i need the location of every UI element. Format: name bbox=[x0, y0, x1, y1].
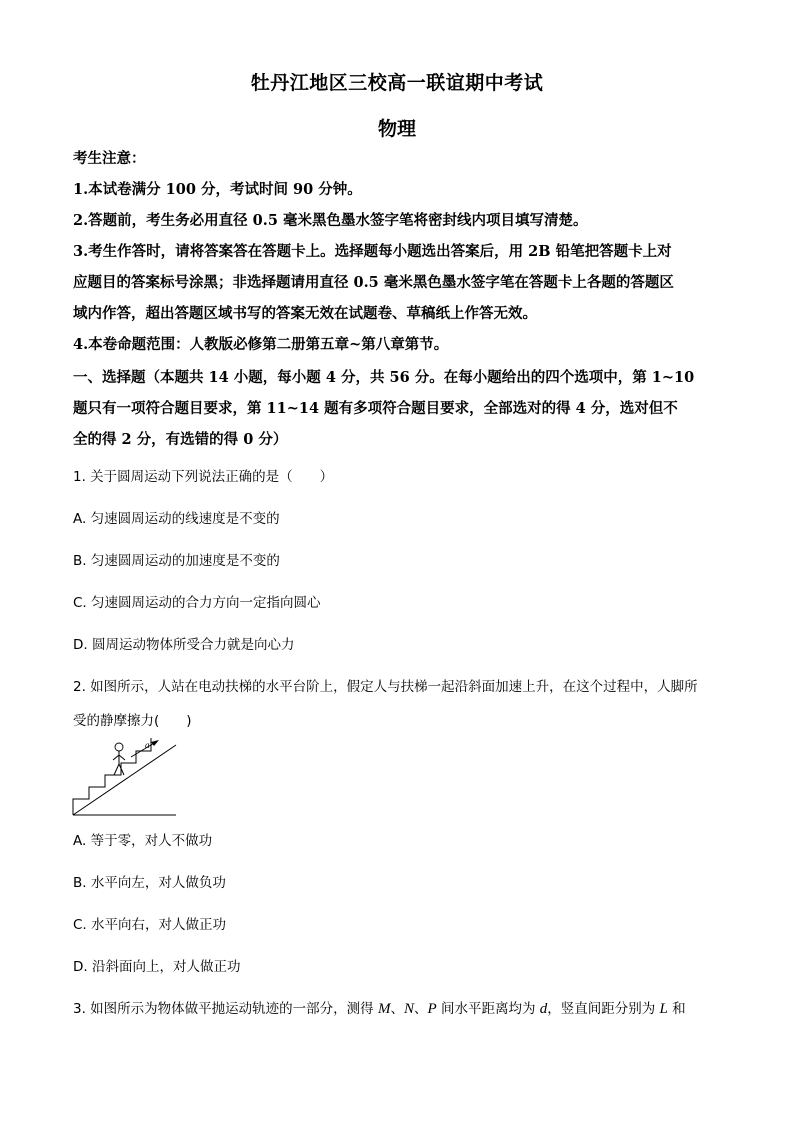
q1-stem: 1. 关于圆周运动下列说法正确的是（ ） bbox=[73, 469, 334, 485]
q3-text-4: 和 bbox=[667, 1001, 686, 1017]
q1-option-a: A. 匀速圆周运动的线速度是不变的 bbox=[73, 511, 280, 527]
q2-stem-line-2: 受的静摩擦力( ) bbox=[73, 713, 192, 729]
q2-stem-line-1: 2. 如图所示，人站在电动扶梯的水平台阶上，假定人与扶梯一起沿斜面加速上升，在这个过程中，人脚所 bbox=[73, 679, 698, 695]
section-1-line-1: 一、选择题（本题共 14 小题，每小题 4 分，共 56 分。在每小题给出的四个选项中，第 1~10 bbox=[73, 369, 695, 386]
q3-text-2: 间水平距离均为 bbox=[436, 1001, 540, 1017]
q1-option-c: C. 匀速圆周运动的合力方向一定指向圆心 bbox=[73, 595, 321, 611]
q2-option-d: D. 沿斜面向上，对人做正功 bbox=[73, 959, 241, 975]
person-left-leg bbox=[114, 764, 119, 775]
notice-item-2: 2.答题前，考生务必用直径 0.5 毫米黑色墨水签字笔将密封线内项目填写清楚。 bbox=[73, 212, 588, 229]
person-head bbox=[115, 743, 123, 751]
notice-item-3-line-2: 应题目的答案标号涂黑；非选择题请用直径 0.5 毫米黑色墨水签字笔在答题卡上各题的答题区 bbox=[73, 274, 674, 291]
q3-sep-1: 、 bbox=[390, 1001, 404, 1017]
section-1-line-2: 题只有一项符合题目要求，第 11~14 题有多项符合题目要求，全部选对的得 4 分，选对但不 bbox=[73, 400, 678, 417]
q3-stem bbox=[73, 999, 733, 1019]
q3-sep-2: 、 bbox=[413, 1001, 428, 1017]
q3-var-d: d bbox=[539, 1001, 548, 1017]
notice-item-3-line-3: 域内作答，超出答题区域书写的答案无效在试题卷、草稿纸上作答无效。 bbox=[73, 305, 537, 322]
q2-option-b: B. 水平向左，对人做负功 bbox=[73, 875, 226, 891]
acceleration-arrow bbox=[131, 742, 156, 757]
q3-text-3: ，竖直间距分别为 bbox=[547, 1001, 660, 1017]
q3-var-p: P bbox=[427, 1001, 437, 1017]
notice-item-4: 4.本卷命题范围：人教版必修第二册第五章~第八章第节。 bbox=[73, 336, 449, 353]
acceleration-arrowhead bbox=[151, 740, 159, 746]
q3-text-1: 3. 如图所示为物体做平抛运动轨迹的一部分，测得 bbox=[73, 1001, 378, 1017]
escalator-figure bbox=[72, 737, 178, 819]
subject-title: 物理 bbox=[377, 118, 416, 140]
q2-option-c: C. 水平向右，对人做正功 bbox=[73, 917, 227, 933]
q3-var-l: L bbox=[659, 1001, 668, 1017]
person-left-arm bbox=[113, 755, 119, 760]
q3-var-n: N bbox=[403, 1001, 414, 1017]
person-right-arm bbox=[119, 755, 125, 760]
escalator-steps bbox=[73, 738, 151, 815]
q3-var-m: M bbox=[377, 1001, 391, 1017]
q1-option-b: B. 匀速圆周运动的加速度是不变的 bbox=[73, 553, 280, 569]
acceleration-label: a bbox=[145, 740, 150, 750]
notice-item-3-line-1: 3.考生作答时，请将答案答在答题卡上。选择题每小题选出答案后，用 2B 铅笔把答题卡上对 bbox=[73, 243, 672, 260]
incline-line bbox=[73, 745, 176, 815]
notice-item-1: 1.本试卷满分 100 分，考试时间 90 分钟。 bbox=[73, 181, 362, 198]
q2-option-a: A. 等于零，对人不做功 bbox=[73, 833, 213, 849]
section-1-line-3: 全的得 2 分，有选错的得 0 分） bbox=[73, 431, 288, 448]
exam-title: 牡丹江地区三校高一联谊期中考试 bbox=[250, 72, 544, 94]
q1-option-d: D. 圆周运动物体所受合力就是向心力 bbox=[73, 637, 295, 653]
notice-heading: 考生注意： bbox=[73, 150, 146, 167]
